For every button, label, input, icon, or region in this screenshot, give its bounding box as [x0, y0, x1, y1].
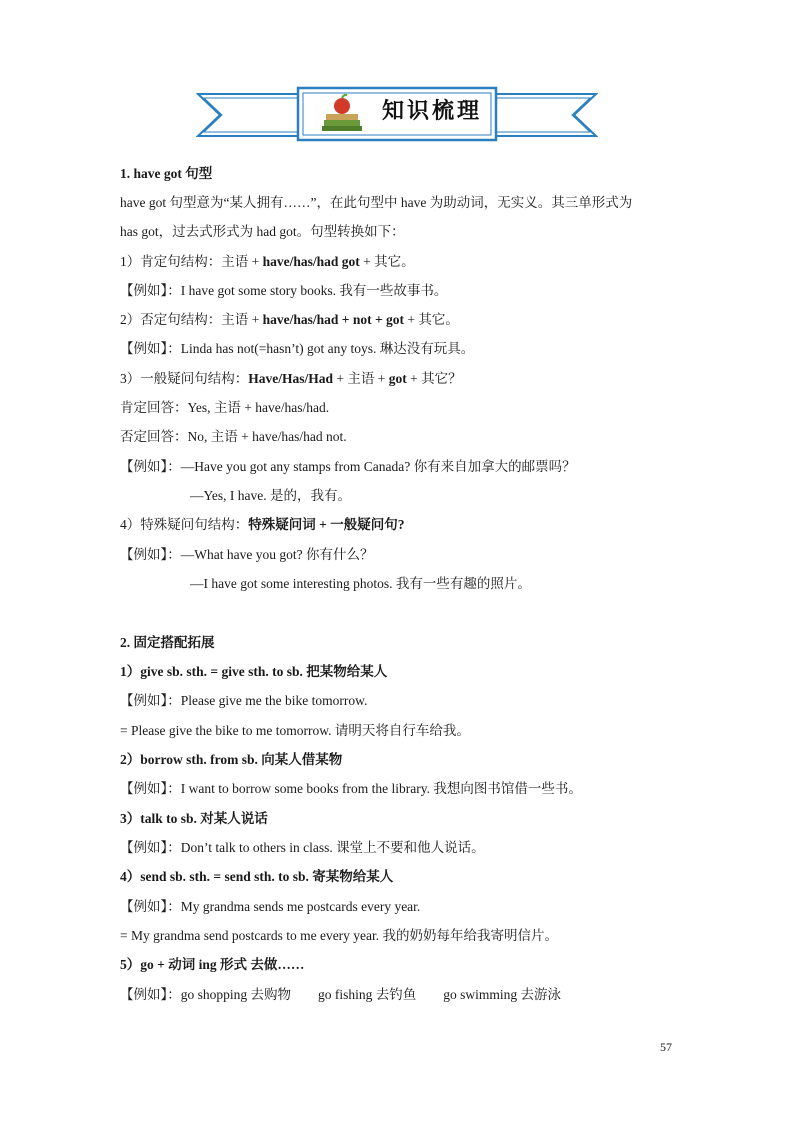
phrase-3-title: 3）talk to sb. 对某人说话	[120, 811, 268, 826]
example-text: ：Don’t talk to others in class. 课堂上不要和他人说话。	[167, 840, 485, 855]
apple-books-icon	[320, 94, 364, 134]
example-text: ：go shopping 去购物 go fishing 去钓鱼 go swimming 去游泳	[167, 987, 562, 1002]
negative-tail: + 其它。	[404, 312, 459, 327]
negative-label: 2）否定句结构：主语 +	[120, 312, 263, 327]
question-label: 3）一般疑问句结构：	[120, 371, 249, 386]
question-mid: + 主语 +	[333, 371, 389, 386]
wh-bold: 特殊疑问词 + 一般疑问句?	[248, 517, 405, 532]
page-number: 57	[660, 1040, 672, 1054]
example-text: ：—Have you got any stamps from Canada? 你有来自加拿大的邮票吗？	[167, 459, 576, 474]
question-bold-2: got	[388, 371, 407, 386]
phrase-2-example	[120, 780, 582, 798]
section2-heading: 2. 固定搭配拓展	[120, 635, 215, 650]
example-text: ：Please give me the bike tomorrow.	[167, 693, 368, 708]
example-text: ：—What have you got? 你有什么？	[167, 547, 374, 562]
question-structure	[120, 370, 462, 388]
example-tag: 【例如】	[120, 341, 168, 356]
page-title: 知识梳理	[382, 99, 483, 124]
affirmative-label: 1）肯定句结构：主语 +	[120, 254, 263, 269]
example-text: ：I have got some story books. 我有一些故事书。	[167, 283, 448, 298]
example-text: ：My grandma sends me postcards every year.	[167, 899, 421, 914]
example-tag: 【例如】	[120, 840, 168, 855]
intro-line-2: has got，过去式形式为 had got。句型转换如下：	[120, 224, 405, 239]
phrase-4-title: 4）send sb. sth. = send sth. to sb. 寄某物给某人	[120, 869, 394, 884]
phrase-3-example	[120, 839, 485, 857]
example-tag: 【例如】	[120, 547, 168, 562]
yes-answer: 肯定回答：Yes, 主语 + have/has/had.	[120, 400, 330, 415]
phrase-5-example	[120, 986, 561, 1004]
phrase-5-title: 5）go + 动词 ing 形式 去做……	[120, 957, 305, 972]
example-tag: 【例如】	[120, 693, 168, 708]
example-text: ：I want to borrow some books from the library. 我想向图书馆借一些书。	[167, 781, 582, 796]
question-bold-1: Have/Has/Had	[248, 371, 334, 386]
affirmative-bold: have/has/had got	[262, 254, 360, 269]
example-text: ：Linda has not(=hasn’t) got any toys. 琳达没有玩具。	[167, 341, 475, 356]
example-tag: 【例如】	[120, 283, 168, 298]
negative-structure	[120, 311, 459, 329]
phrase-1-title: 1）give sb. sth. = give sth. to sb. 把某物给某人	[120, 664, 388, 679]
phrase-4-example-2: = My grandma send postcards to me every year. 我的奶奶每年给我寄明信片。	[120, 928, 559, 943]
section1-heading: 1. have got 句型	[120, 166, 213, 181]
wh-example-2: —I have got some interesting photos. 我有一些有趣的照片。	[190, 576, 531, 591]
affirmative-tail: + 其它。	[359, 254, 415, 269]
example-tag: 【例如】	[120, 781, 168, 796]
wh-question-structure	[120, 516, 404, 534]
question-tail: + 其它？	[406, 371, 462, 386]
phrase-2-title: 2）borrow sth. from sb. 向某人借某物	[120, 752, 343, 767]
question-example-1	[120, 458, 576, 476]
example-tag: 【例如】	[120, 899, 168, 914]
affirmative-structure	[120, 253, 415, 271]
negative-bold: have/has/had + not + got	[262, 312, 405, 327]
phrase-4-example	[120, 898, 420, 916]
negative-example	[120, 340, 474, 358]
phrase-1-example-2: = Please give the bike to me tomorrow. 请明天将自行车给我。	[120, 723, 470, 738]
phrase-1-example	[120, 692, 367, 710]
example-tag: 【例如】	[120, 459, 168, 474]
affirmative-example	[120, 282, 447, 300]
wh-label: 4）特殊疑问句结构：	[120, 517, 249, 532]
question-example-2: —Yes, I have. 是的，我有。	[190, 488, 351, 503]
example-tag: 【例如】	[120, 987, 168, 1002]
intro-line-1: have got 句型意为“某人拥有……”，在此句型中 have 为助动词，无实义。其三单形式为	[120, 195, 633, 210]
wh-example-1	[120, 546, 373, 564]
no-answer: 否定回答：No, 主语 + have/has/had not.	[120, 429, 347, 444]
